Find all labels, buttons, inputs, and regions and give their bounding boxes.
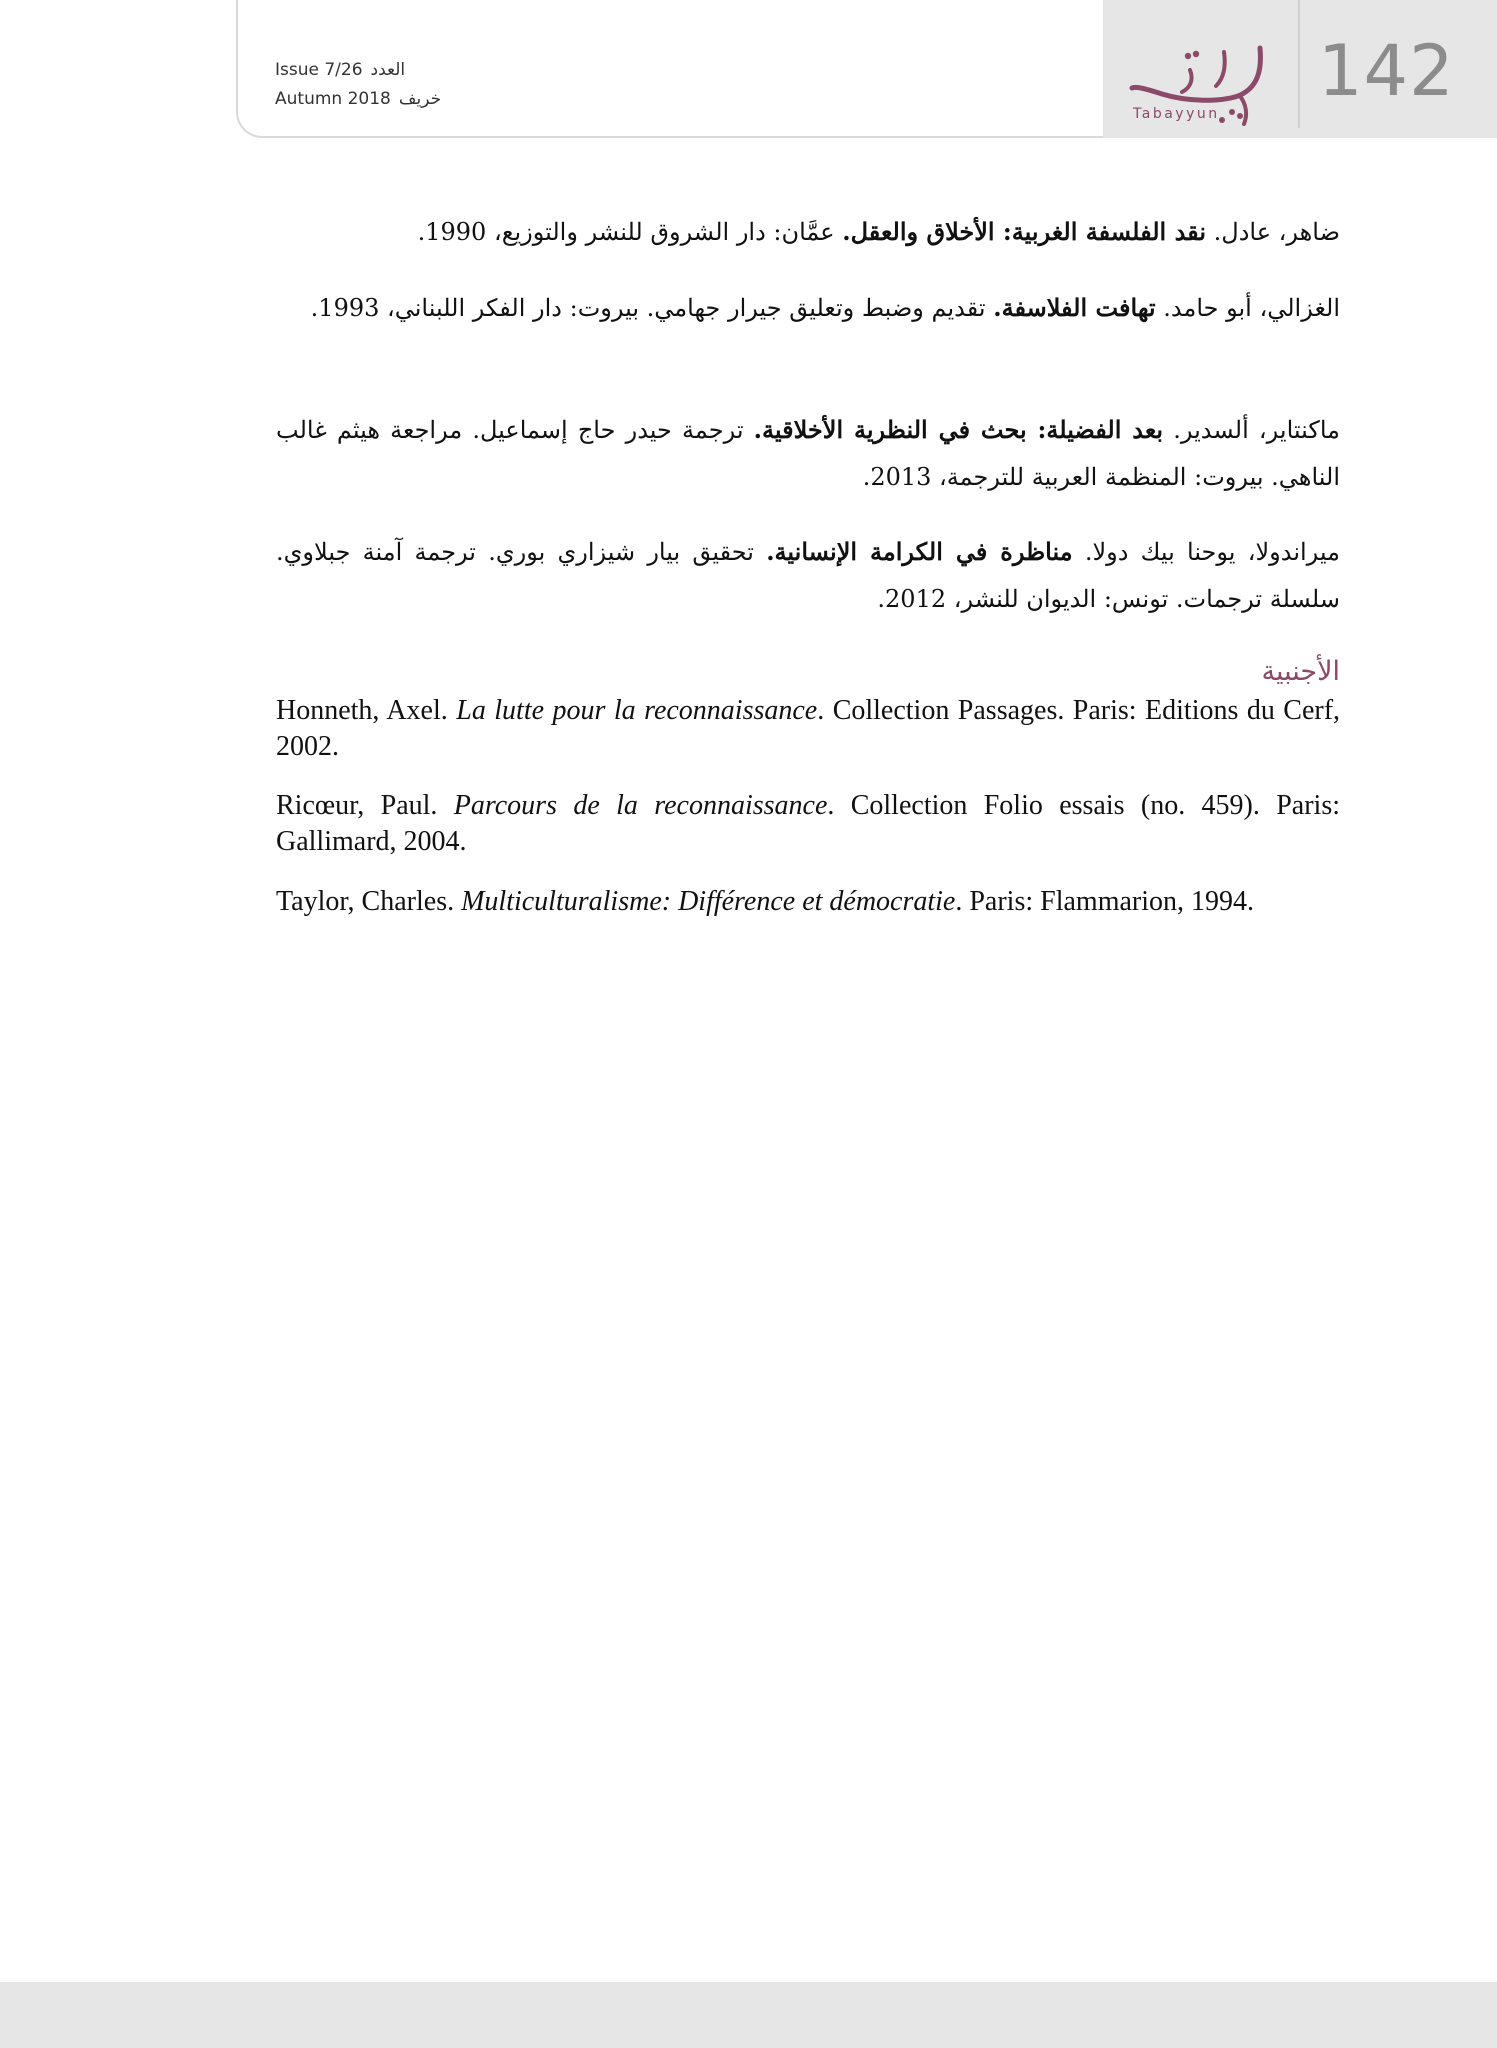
issue-line: [275, 56, 475, 85]
season-line: [275, 85, 475, 114]
ref-title: Parcours de la reconnaissance: [453, 790, 828, 821]
issue-en: Issue 7/26: [275, 60, 363, 80]
ref-author: Ricœur, Paul.: [276, 790, 438, 821]
ref-details: ترجمة حيدر حاج إسماعيل. مراجعة هيثم غالب الناهي. بيروت: المنظمة العربية للترجمة، 2013.: [276, 416, 1340, 491]
ref-title: La lutte pour la reconnaissance: [456, 695, 818, 726]
ref-author: ضاهر، عادل.: [1213, 218, 1340, 246]
footer-bar: [0, 1982, 1497, 2048]
reference-ar: [276, 284, 1340, 332]
ref-author: ميراندولا، يوحنا بيك دولا.: [1084, 538, 1341, 566]
ref-details: عمَّان: دار الشروق للنشر والتوزيع، 1990.: [417, 218, 835, 246]
foreign-section-heading: الأجنبية: [1261, 656, 1340, 687]
ref-title: بعد الفضيلة: بحث في النظرية الأخلاقية.: [753, 415, 1164, 444]
reference-foreign: [276, 788, 1340, 860]
reference-ar: [276, 208, 1340, 256]
ref-title: Multiculturalisme: Différence et démocratie: [461, 886, 956, 917]
reference-foreign: [276, 884, 1340, 920]
page-number: 142: [1318, 30, 1455, 112]
ref-details: . Paris: Flammarion, 1994.: [955, 886, 1255, 917]
ref-author: Honneth, Axel.: [276, 695, 448, 726]
header-divider: [1298, 0, 1300, 128]
ref-author: Taylor, Charles.: [276, 886, 455, 917]
season-ar: خريف: [398, 89, 442, 109]
logo-latin: Tabayyun: [1133, 106, 1220, 122]
season-en: Autumn 2018: [275, 89, 391, 109]
ref-author: الغزالي، أبو حامد.: [1163, 294, 1340, 322]
reference-ar: [276, 528, 1340, 623]
reference-ar: [276, 406, 1340, 501]
ref-title: مناظرة في الكرامة الإنسانية.: [766, 537, 1073, 566]
ref-title: نقد الفلسفة الغربية: الأخلاق والعقل.: [842, 217, 1206, 246]
ref-details: تقديم وضبط وتعليق جيرار جهامي. بيروت: دار الفكر اللبناني، 1993.: [310, 294, 986, 322]
issue-info: [275, 56, 475, 114]
ref-author: ماكنتاير، ألسدير.: [1173, 416, 1340, 444]
ref-details: . Collection Folio essais (no. 459). Paris: Gallimard, 2004.: [276, 790, 1341, 857]
reference-foreign: [276, 693, 1340, 765]
ref-details: تحقيق بيار شيزاري بوري. ترجمة آمنة جبلاوي. سلسلة ترجمات. تونس: الديوان للنشر، 2012.: [276, 538, 1340, 613]
issue-ar: العدد: [370, 60, 406, 80]
ref-details: . Collection Passages. Paris: Editions du Cerf, 2002.: [276, 695, 1341, 762]
ref-title: تهافت الفلاسفة.: [993, 293, 1156, 322]
